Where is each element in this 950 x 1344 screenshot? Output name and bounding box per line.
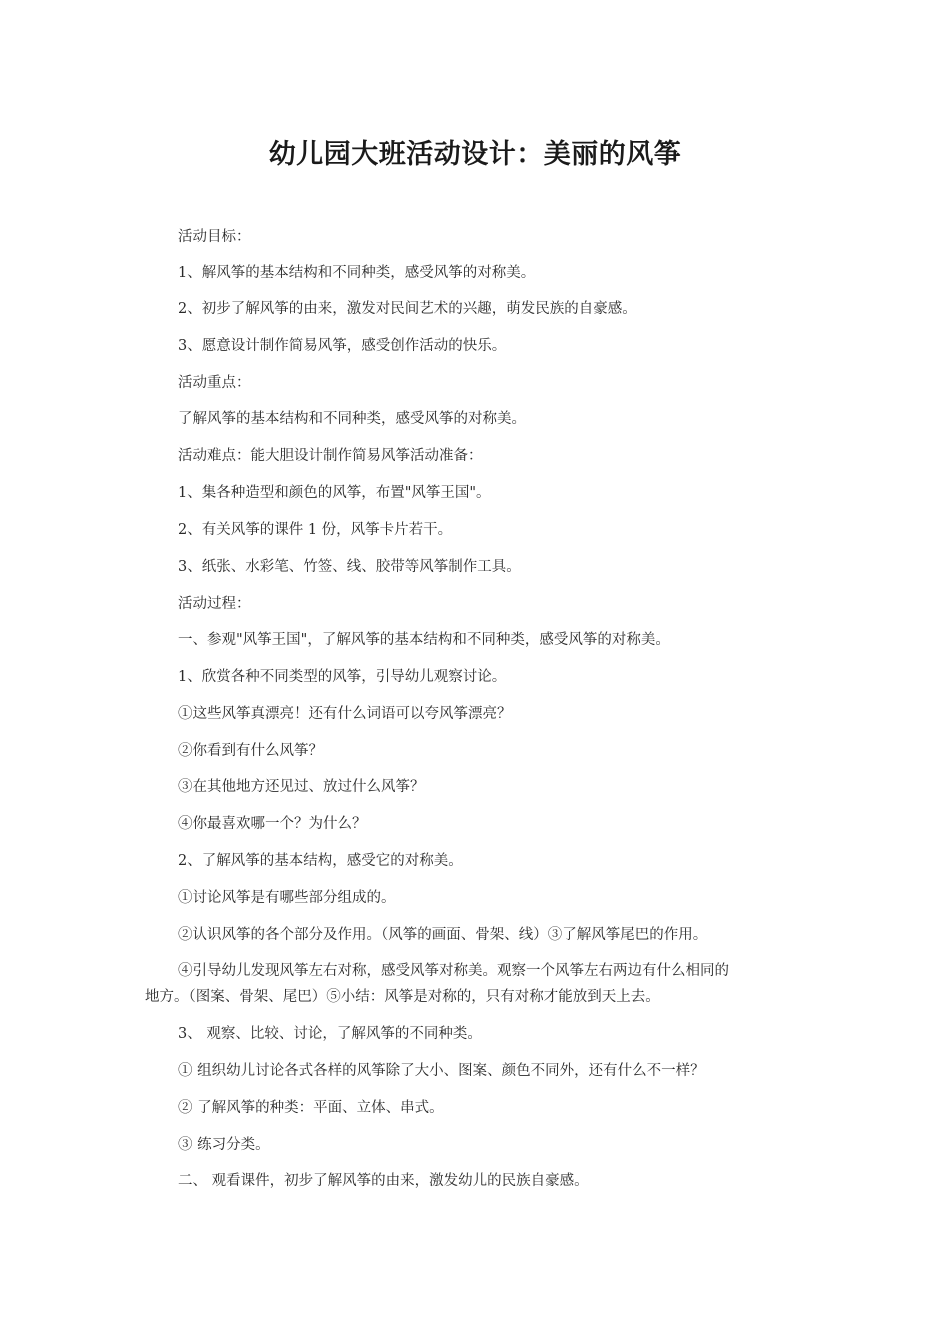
paragraph: 活动重点： — [178, 375, 251, 391]
document-title: 幼儿园大班活动设计：美丽的风筝 — [268, 139, 682, 170]
paragraph: 活动目标： — [178, 229, 251, 245]
paragraph: 一、参观"风筝王国"，了解风筝的基本结构和不同种类，感受风筝的对称美。 — [178, 632, 670, 648]
paragraph: ② 了解风筝的种类：平面、立体、串式。 — [178, 1100, 444, 1116]
paragraph: 1、欣赏各种不同类型的风筝，引导幼儿观察讨论。 — [178, 669, 507, 685]
paragraph: ③ 练习分类。 — [178, 1137, 270, 1153]
wrapped-paragraph — [145, 958, 815, 1010]
paragraph: 1、集各种造型和颜色的风筝，布置"风筝王国"。 — [178, 485, 491, 501]
paragraph: 3、愿意设计制作简易风筝，感受创作活动的快乐。 — [178, 338, 507, 354]
paragraph: ①这些风筝真漂亮！还有什么词语可以夸风筝漂亮？ — [178, 706, 512, 722]
paragraph: 2、有关风筝的课件 1 份，风筝卡片若干。 — [178, 522, 453, 538]
paragraph: 活动难点：能大胆设计制作简易风筝活动准备： — [178, 448, 483, 464]
paragraph: ④你最喜欢哪一个？为什么？ — [178, 816, 367, 832]
paragraph: ① 组织幼儿讨论各式各样的风筝除了大小、图案、颜色不同外，还有什么不一样？ — [178, 1063, 705, 1079]
paragraph: 3、 观察、比较、讨论，了解风筝的不同种类。 — [178, 1026, 482, 1042]
paragraph: 2、初步了解风筝的由来，激发对民间艺术的兴趣，萌发民族的自豪感。 — [178, 301, 637, 317]
paragraph: 二、 观看课件，初步了解风筝的由来，激发幼儿的民族自豪感。 — [178, 1173, 589, 1189]
paragraph: 1、解风筝的基本结构和不同种类，感受风筝的对称美。 — [178, 265, 536, 281]
paragraph: ②认识风筝的各个部分及作用。（风筝的画面、骨架、线）③了解风筝尾巴的作用。 — [178, 927, 708, 943]
paragraph: 2、了解风筝的基本结构，感受它的对称美。 — [178, 853, 463, 869]
paragraph: ③在其他地方还见过、放过什么风筝？ — [178, 779, 425, 795]
paragraph-line: ④引导幼儿发现风筝左右对称，感受风筝对称美。观察一个风筝左右两边有什么相同的 — [178, 963, 729, 979]
paragraph: ①讨论风筝是有哪些部分组成的。 — [178, 890, 396, 906]
paragraph: ②你看到有什么风筝？ — [178, 743, 323, 759]
paragraph-line: 地方。（图案、骨架、尾巴）⑤小结：风筝是对称的，只有对称才能放到天上去。 — [145, 989, 660, 1005]
paragraph: 活动过程： — [178, 596, 251, 612]
paragraph: 3、纸张、水彩笔、竹签、线、胶带等风筝制作工具。 — [178, 559, 521, 575]
paragraph: 了解风筝的基本结构和不同种类，感受风筝的对称美。 — [178, 411, 526, 427]
